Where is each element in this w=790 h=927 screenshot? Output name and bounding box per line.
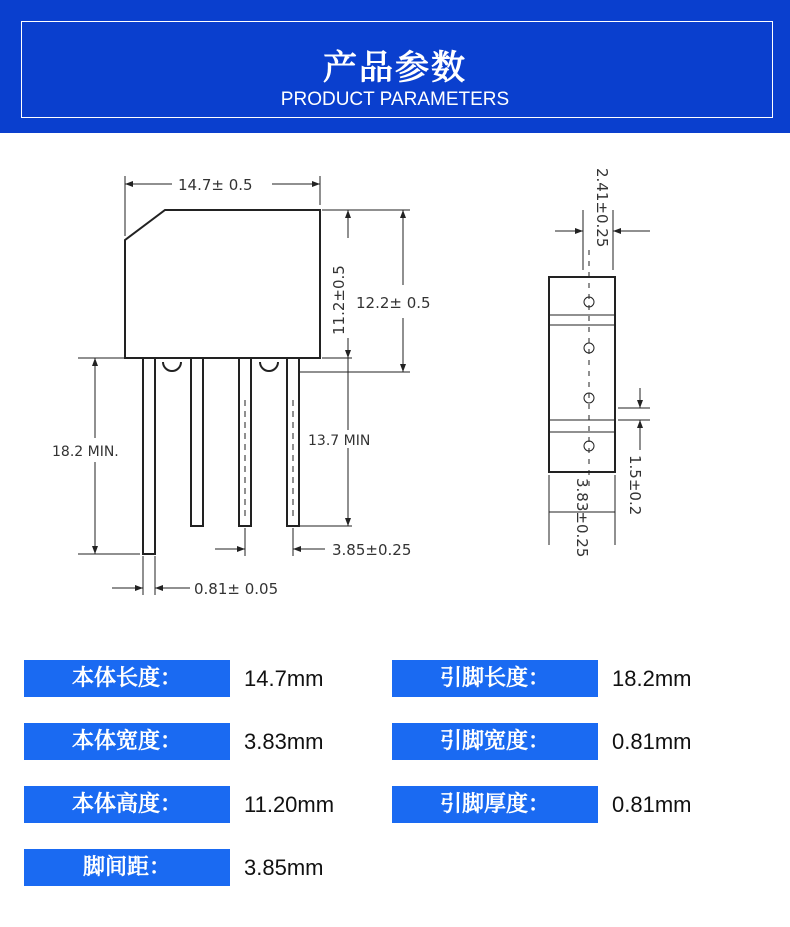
spec-label-lead-thickness: 引脚厚度： <box>392 786 598 823</box>
technical-drawing <box>0 133 790 633</box>
spec-label-body-height: 本体高度： <box>24 786 230 823</box>
spec-label-pin-pitch: 脚间距： <box>24 849 230 886</box>
dim-side-right: 1.5±0.2 <box>626 455 644 516</box>
header-banner <box>0 0 790 133</box>
spec-label-lead-length: 引脚长度： <box>392 660 598 697</box>
spec-value-lead-thickness: 0.81mm <box>612 792 692 817</box>
spec-value-body-width: 3.83mm <box>244 729 324 754</box>
dim-pitch: 3.85±0.25 <box>332 541 412 559</box>
spec-value-lead-width: 0.81mm <box>612 729 692 754</box>
lead-1 <box>143 358 155 554</box>
dim-lead-width: 0.81± 0.05 <box>194 580 279 598</box>
spec-value-pin-pitch: 3.85mm <box>244 855 324 880</box>
lead-2 <box>191 358 203 526</box>
spec-value-body-length: 14.7mm <box>244 666 324 691</box>
dim-body-height: 11.2±0.5 <box>330 265 348 335</box>
spec-value-body-height: 11.20mm <box>244 792 335 817</box>
component-body <box>125 210 320 358</box>
dim-side-pitch: 3.83±0.25 <box>573 478 591 558</box>
side-view-body <box>549 277 615 472</box>
dim-lead-length: 18.2 MIN. <box>52 444 119 460</box>
dim-lead-min: 13.7 MIN <box>308 433 371 449</box>
spec-value-lead-length: 18.2mm <box>612 666 692 691</box>
page-title: 产品参数 <box>323 48 467 88</box>
spec-label-lead-width: 引脚宽度： <box>392 723 598 760</box>
spec-label-body-length: 本体长度： <box>24 660 230 697</box>
spec-label-body-width: 本体宽度： <box>24 723 230 760</box>
dim-side-top: 2.41±0.25 <box>593 168 611 248</box>
dim-width: 14.7± 0.5 <box>178 176 253 194</box>
page-subtitle: PRODUCT PARAMETERS <box>280 89 510 110</box>
dim-total-height: 12.2± 0.5 <box>356 294 431 312</box>
